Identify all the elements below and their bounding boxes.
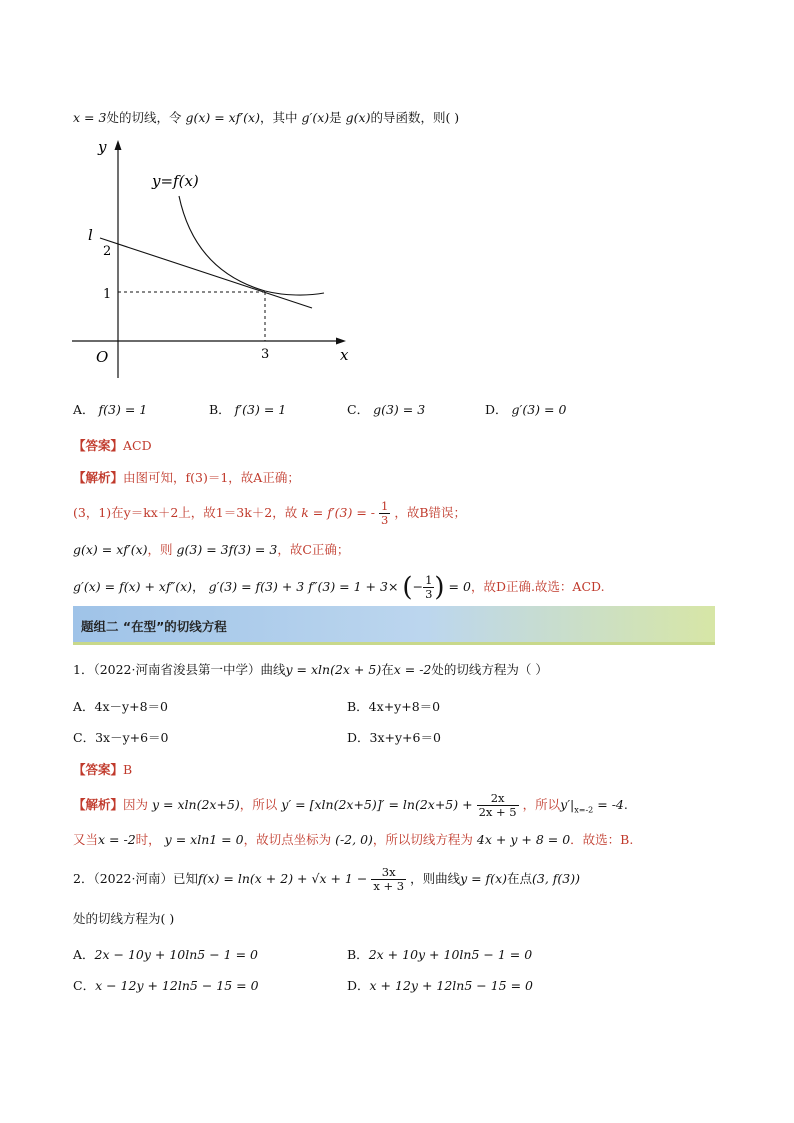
section-banner bbox=[73, 606, 715, 645]
q2-stem: 2．（2022·河南）已知f(x) = ln(x + 2) + √x + 1 − $\frac{3x}{x + 3}$ ，则曲线y = f(x)在点(3, f(3)) bbox=[73, 865, 581, 893]
tangent-line-l bbox=[100, 238, 312, 308]
fraction-2x-over-2x5: $\frac{2x}{2x + 5}$ bbox=[478, 791, 517, 819]
answer-line: 【答案】ACD bbox=[73, 438, 152, 453]
tick-label-y1: 1 bbox=[103, 287, 112, 302]
curve-label: y=f(x) bbox=[152, 172, 199, 190]
analysis-line-1: 【解析】由图可知，f(3)＝1，故A正确； bbox=[73, 470, 300, 485]
function-graph-figure bbox=[70, 138, 360, 383]
q2-option-b: B．2x + 10y + 10ln5 − 1 = 0 bbox=[347, 947, 533, 962]
origin-label: O bbox=[96, 348, 109, 366]
q1-option-c: C．3x－y+6＝0 bbox=[73, 730, 169, 745]
x-axis-arrow bbox=[336, 338, 346, 345]
curve-f bbox=[179, 196, 324, 295]
tick-label-y2: 2 bbox=[103, 244, 112, 259]
section-title: 题组二 “在型”的切线方程 bbox=[81, 619, 227, 634]
q1-analysis-line-2: 又当x = -2时， y = xln1 = 0，故切点坐标为 (-2, 0)，所以切线方程为 4x + y + 8 = 0．故选：B. bbox=[73, 832, 634, 847]
q1-answer: 【答案】B bbox=[73, 762, 133, 777]
option-c: C． g(3) = 3 bbox=[347, 402, 426, 417]
q2-stem-line-2: 处的切线方程为( ) bbox=[73, 911, 175, 926]
analysis-line-2: (3，1)在y＝kx＋2上，故1＝3k＋2，故 k = f′(3) = - $\frac{1}{3}$ ，故B错误； bbox=[73, 499, 467, 527]
q2-option-c: C．x − 12y + 12ln5 − 15 = 0 bbox=[73, 978, 259, 993]
fraction-one-third-b: $\frac{1}{3}$ bbox=[425, 573, 433, 601]
q2-option-a: A．2x − 10y + 10ln5 − 1 = 0 bbox=[73, 947, 258, 962]
q1-stem: 1．（2022·河南省浚县第一中学）曲线y = xln(2x + 5)在x = -2处的切线方程为（ ） bbox=[73, 662, 548, 677]
option-d: D． g′(3) = 0 bbox=[485, 402, 567, 417]
tick-label-x3: 3 bbox=[261, 347, 270, 362]
q1-option-b: B．4x+y+8＝0 bbox=[347, 699, 441, 714]
option-b: B． f′(3) = 1 bbox=[209, 402, 287, 417]
analysis-line-3: g(x) = xf′(x)，则 g(3) = 3f(3) = 3，故C正确； bbox=[73, 542, 350, 557]
q2-option-d: D．x + 12y + 12ln5 − 15 = 0 bbox=[347, 978, 533, 993]
q1-option-a: A．4x－y+8＝0 bbox=[73, 699, 168, 714]
line-label-l: l bbox=[88, 226, 93, 244]
option-a: A． f(3) = 1 bbox=[73, 402, 148, 417]
axis-label-x: x bbox=[340, 346, 349, 364]
question-stem-continuation: x = 3处的切线，令 g(x) = xf′(x)，其中 g′(x)是 g(x)的导函数，则( ) bbox=[73, 110, 460, 125]
axis-label-y: y bbox=[98, 138, 107, 156]
q1-analysis-line-1: 【解析】因为 y = xln(2x+5)，所以 y′ = [xln(2x+5)]′ = ln(2x+5) + $\frac{2x}{2x + 5}$ ，所以$y'|_{x=-2} = -4$. bbox=[73, 791, 628, 819]
fraction-3x-over-x3: $\frac{3x}{x + 3}$ bbox=[373, 865, 405, 893]
analysis-line-4: g′(x) = f(x) + xf″(x)， g′(3) = f(3) + 3 f″(3) = 1 + 3× (− $\frac{1}{3}$ ) = 0，故D正确.故选：ACD. bbox=[73, 572, 605, 603]
q1-option-d: D．3x+y+6＝0 bbox=[347, 730, 441, 745]
fraction-one-third: $\frac{1}{3}$ bbox=[381, 499, 389, 527]
y-axis-arrow bbox=[115, 140, 122, 150]
